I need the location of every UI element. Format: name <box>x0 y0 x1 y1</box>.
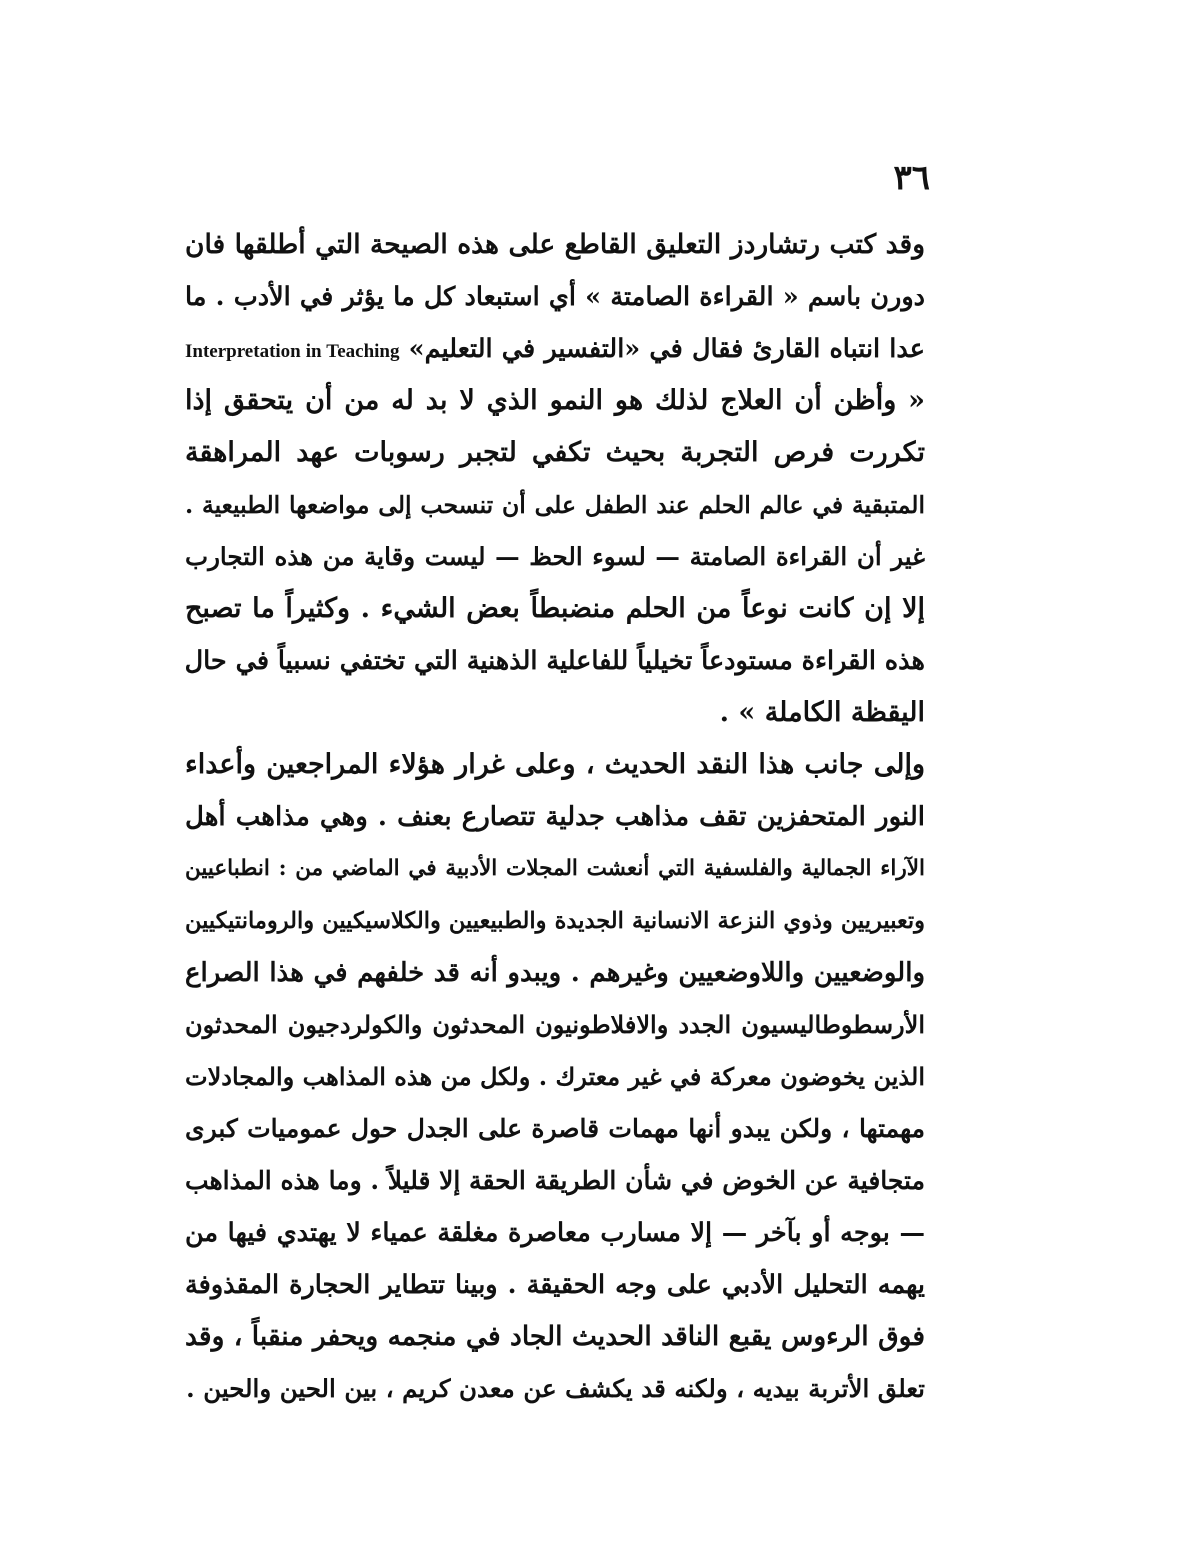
text-line: الآراء الجمالية والفلسفية التي أنعشت المجلات الأدبية في الماضي من : انطباعيين <box>185 856 925 881</box>
text-line: متجافية عن الخوض في شأن الطريقة الحقة إلا قليلاً . وما هذه المذاهب <box>184 1166 925 1195</box>
text-line-mixed <box>185 324 925 374</box>
text-line: يهمه التحليل الأدبي على وجه الحقيقة . وبينا تتطاير الحجارة المقذوفة <box>185 1270 925 1300</box>
text-line: هذه القراءة مستودعاً تخيلياً للفاعلية الذهنية التي تختفي نسبياً في حال <box>184 646 925 676</box>
text-line: اليقظة الكاملة » . <box>719 697 925 728</box>
text-line: فوق الرءوس يقبع الناقد الحديث الجاد في منجمه ويحفر منقباً ، وقد <box>185 1321 925 1352</box>
text-line: تعلق الأتربة بيديه ، ولكنه قد يكشف عن معدن كريم ، بين الحين والحين . <box>186 1374 925 1403</box>
text-line: وتعبيريين وذوي النزعة الانسانية الجديدة والطبيعيين والكلاسيكيين والرومانتيكيين <box>185 908 925 934</box>
text-line: النور المتحفزين تقف مذاهب جدلية تتصارع بعنف . وهي مذاهب أهل <box>185 802 925 832</box>
text-line: المتبقية في عالم الحلم عند الطفل على أن تنسحب إلى مواضعها الطبيعية . <box>185 491 925 519</box>
text-line: دورن باسم « القراءة الصامتة » أي استبعاد كل ما يؤثر في الأدب . ما <box>185 282 925 312</box>
text-line: — بوجه أو بآخر — إلا مسارب معاصرة مغلقة عمياء لا يهتدي فيها من <box>185 1218 925 1248</box>
text-line: وإلى جانب هذا النقد الحديث ، وعلى غرار هؤلاء المراجعين وأعداء <box>185 749 925 780</box>
page-number: ٣٦ <box>893 158 930 198</box>
text-line: « وأظن أن العلاج لذلك هو النمو الذي لا بد له من أن يتحقق إذا <box>185 385 925 416</box>
text-line: الذين يخوضون معركة في غير معترك . ولكل من هذه المذاهب والمجادلات <box>185 1062 925 1091</box>
text-line: وقد كتب رتشاردز التعليق القاطع على هذه الصيحة التي أطلقها فان <box>185 229 925 260</box>
arabic-fragment: عدا انتباه القارئ فقال في «التفسير في التعليم» <box>408 334 925 364</box>
text-line: تكررت فرص التجربة بحيث تكفي لتجبر رسوبات عهد المراهقة <box>185 437 925 468</box>
text-line: والوضعيين واللاوضعيين وغيرهم . ويبدو أنه قد خلفهم في هذا الصراع <box>185 958 925 988</box>
text-line: إلا إن كانت نوعاً من الحلم منضبطاً بعض الشيء . وكثيراً ما تصبح <box>185 593 925 624</box>
english-term: Interpretation in Teaching <box>185 341 400 362</box>
text-line: مهمتها ، ولكن يبدو أنها مهمات قاصرة على الجدل حول عموميات كبرى <box>185 1114 925 1143</box>
text-line: الأرسطوطاليسيون الجدد والافلاطونيون المحدثون والكولردجيون المحدثون <box>185 1010 925 1039</box>
text-line: غير أن القراءة الصامتة — لسوء الحظ — ليست وقاية من هذه التجارب <box>185 542 925 571</box>
